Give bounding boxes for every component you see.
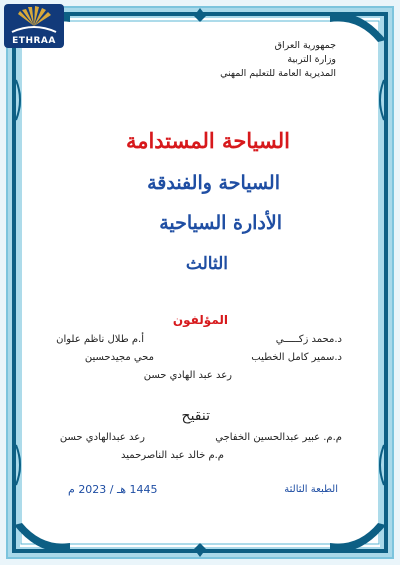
publication-year: 1445 هـ / 2023 م xyxy=(68,483,158,496)
header-directorate: المديرية العامة للتعليم المهني xyxy=(220,68,336,79)
reviewer-name: م.م خالد عبد الناصرحميد xyxy=(121,450,224,461)
specialty-title: الأدارة السياحية xyxy=(159,212,282,234)
branch-title: السياحة والفندقة xyxy=(147,172,280,194)
author-name: أ.م طلال ناظم علوان xyxy=(56,334,144,345)
header-ministry: وزارة التربية xyxy=(287,54,336,65)
author-name: محي مجيدحسين xyxy=(84,352,154,363)
header-country: جمهورية العراق xyxy=(274,40,336,51)
reviewer-name: رعد عبدالهادي حسن xyxy=(59,432,145,443)
grade-title: الثالث xyxy=(185,254,228,274)
review-heading: تنقيح xyxy=(181,408,210,424)
author-name: رعد عبد الهادي حسن xyxy=(143,370,232,381)
subject-title: السياحة المستدامة xyxy=(125,128,290,153)
author-name: د.محمد زكـــــي xyxy=(275,334,342,345)
logo-wordmark: ETHRAA xyxy=(12,36,56,46)
reviewer-name: م.م. عبير عبدالحسين الخفاجي xyxy=(215,432,342,443)
edition-label: الطبعة الثالثة xyxy=(284,484,338,495)
author-name: د.سمير كامل الخطيب xyxy=(251,352,342,363)
authors-heading: المؤلفون xyxy=(172,313,228,327)
